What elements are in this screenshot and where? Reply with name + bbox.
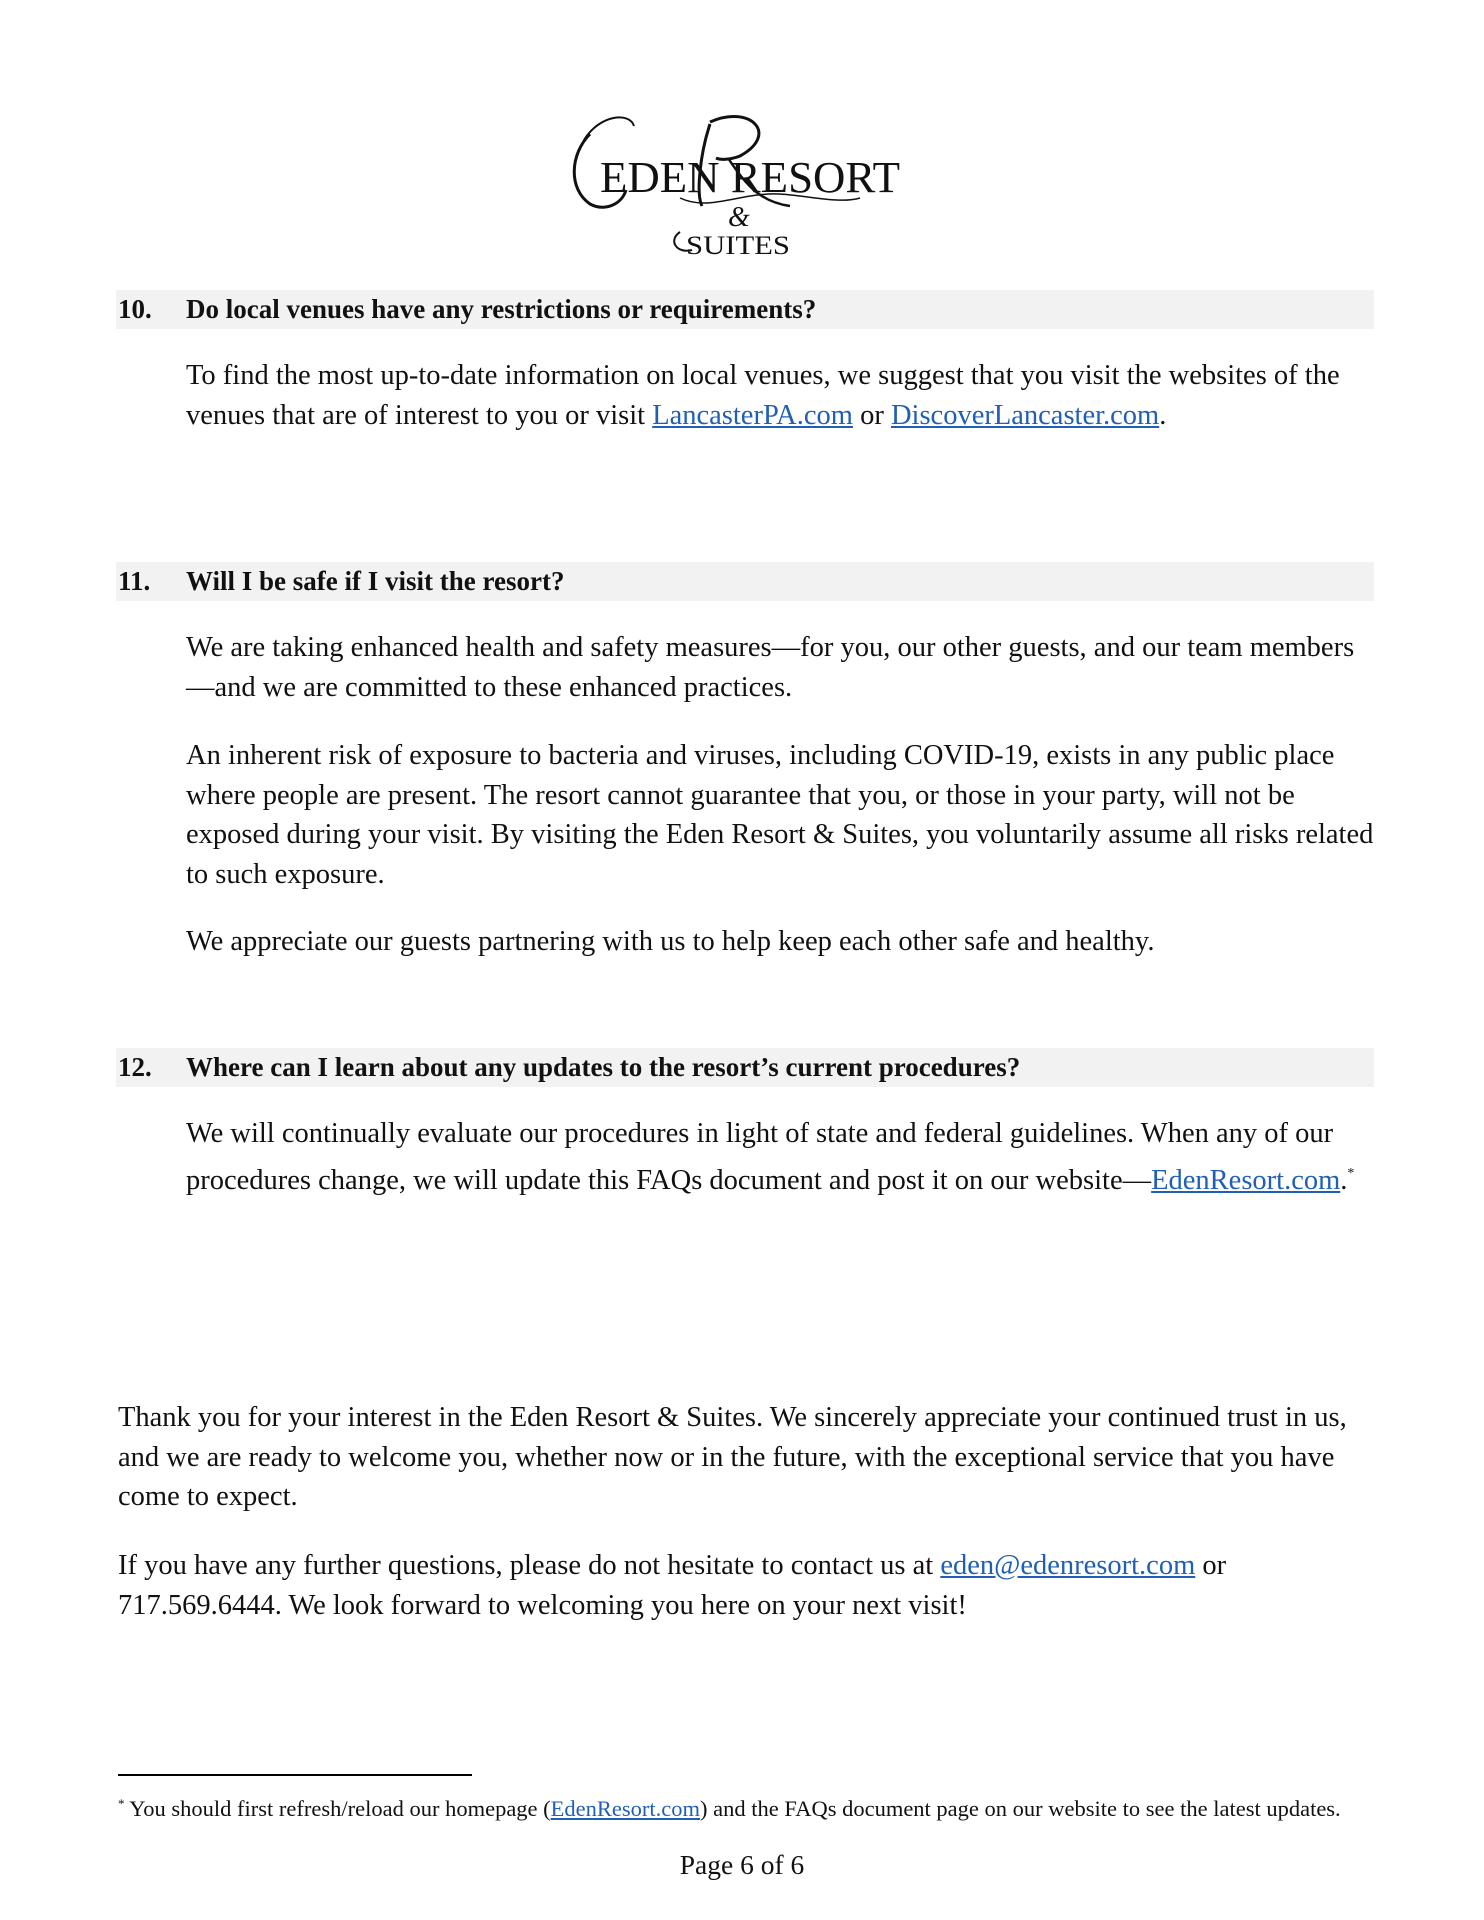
answer-text: . <box>1159 399 1167 431</box>
question-text: Where can I learn about any updates to the resort’s current procedures? <box>186 1052 1021 1082</box>
question-number: 10. <box>118 294 152 324</box>
closing-paragraph: Thank you for your interest in the Eden Resort & Suites. We sincerely appreciate your continued trust in us, and we are ready to welcome you, whether now or in the future, with the exceptional service that you have come to expect. <box>118 1402 1347 1512</box>
contact-text: If you have any further questions, please do not hesitate to contact us at <box>118 1550 941 1581</box>
answer-12 <box>186 1114 1376 1200</box>
footnote-text: ) and the FAQs document page on our website to see the latest updates. <box>700 1796 1341 1821</box>
answer-11-paragraph-1: We are taking enhanced health and safety measures—for you, our other guests, and our team members—and we are committed to these enhanced practices. <box>186 632 1355 703</box>
contact-text: or 717.569.6444. We look forward to welcoming you here on your next visit! <box>118 1550 1227 1621</box>
question-text: Will I be safe if I visit the resort? <box>186 566 565 596</box>
footnote-mark: * <box>118 1796 125 1811</box>
answer-10 <box>186 356 1376 435</box>
logo-word-suites: SUITES <box>686 231 790 260</box>
discoverlancaster-link[interactable]: DiscoverLancaster.com <box>890 399 1160 431</box>
footnote <box>118 1789 1380 1824</box>
question-10-heading <box>116 290 1374 329</box>
question-11-heading <box>116 562 1374 601</box>
answer-11-paragraph-3: We appreciate our guests partnering with us to help keep each other safe and healthy. <box>186 926 1155 957</box>
logo-ampersand: & <box>728 202 750 233</box>
lancasterpa-link[interactable]: LancasterPA.com <box>652 399 853 431</box>
question-number: 12. <box>118 1052 152 1082</box>
answer-text: We will continually evaluate our procedures in light of state and federal guidelines. When any of our procedures change, we will update this FAQs document and post it on our website— <box>186 1118 1334 1196</box>
footnote-edenresort-link[interactable]: EdenResort.com <box>550 1796 701 1821</box>
question-number: 11. <box>118 566 151 596</box>
answer-text: or <box>852 399 891 431</box>
question-12-heading <box>116 1048 1374 1087</box>
edenresort-link[interactable]: EdenResort.com <box>1151 1164 1341 1196</box>
answer-11-paragraph-2: An inherent risk of exposure to bacteria and viruses, including COVID-19, exists in any public place where people are present. The resort cannot guarantee that you, or those in your party, will not be exposed during your visit. By visiting the Eden Resort & Suites, you voluntarily assume all risks related to such exposure. <box>186 740 1374 890</box>
contact-paragraph <box>118 1546 1380 1625</box>
page-number: Page 6 of 6 <box>679 1849 805 1880</box>
answer-text: To find the most up-to-date information on local venues, we suggest that you visit the websites of the venues that are of interest to you or visit <box>186 360 1340 431</box>
question-text: Do local venues have any restrictions or requirements? <box>186 294 817 324</box>
logo-word-eden: EDEN RESORT <box>600 153 901 202</box>
answer-text: . <box>1340 1164 1348 1196</box>
footnote-text: You should first refresh/reload our homepage ( <box>124 1796 551 1821</box>
eden-resort-logo <box>560 94 920 260</box>
footnote-marker: * <box>1347 1165 1355 1181</box>
footnote-divider <box>118 1774 472 1776</box>
email-link[interactable]: eden@edenresort.com <box>940 1550 1196 1581</box>
